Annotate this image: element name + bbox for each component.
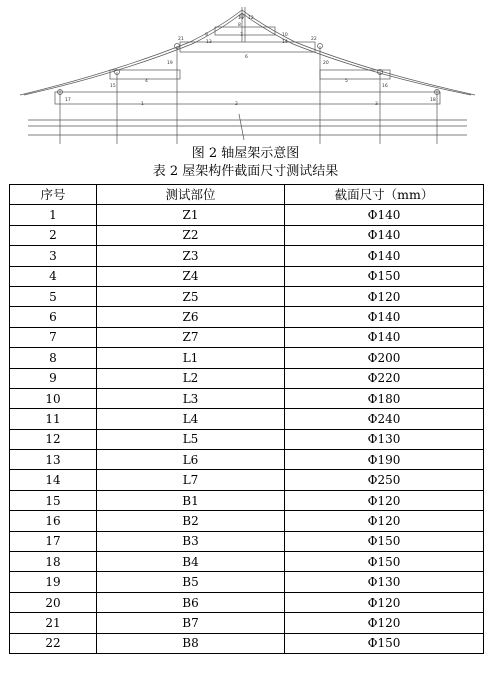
cell-location: L6 [97,450,285,470]
cell-index: 10 [10,388,97,408]
cell-section-size: Φ130 [285,572,484,592]
cell-location: B5 [97,572,285,592]
cell-section-size: Φ120 [285,490,484,510]
cell-index: 14 [10,470,97,490]
table-row [10,225,484,245]
table-row [10,327,484,347]
cell-section-size: Φ120 [285,613,484,633]
cell-location: B4 [97,552,285,572]
callout: 2 [235,102,238,107]
cell-section-size: Φ150 [285,531,484,551]
cell-location: B6 [97,592,285,612]
callout: 21 [178,37,184,42]
callout: 5 [345,79,348,84]
cell-section-size: Φ250 [285,470,484,490]
roof-outline-inner [24,13,471,95]
table-body [10,205,484,654]
callout: 18 [430,98,436,103]
cell-index: 20 [10,592,97,612]
cell-index: 9 [10,368,97,388]
callout: 3 [375,102,378,107]
cell-location: B3 [97,531,285,551]
table-row [10,592,484,612]
callout: 10 [282,33,288,38]
cell-location: L1 [97,348,285,368]
table-row [10,613,484,633]
cell-index: 8 [10,348,97,368]
table-row [10,246,484,266]
table-row [10,368,484,388]
table-row [10,388,484,408]
cell-section-size: Φ220 [285,368,484,388]
callout: 9 [205,33,208,38]
table-row [10,511,484,531]
table-row [10,205,484,225]
cell-index: 11 [10,409,97,429]
table-row [10,450,484,470]
table-row [10,286,484,306]
roof-outline [20,10,475,95]
cell-location: Z7 [97,327,285,347]
callout: 4 [145,79,148,84]
callout: 15 [110,84,116,89]
cell-section-size: Φ190 [285,450,484,470]
cell-index: 21 [10,613,97,633]
table-row [10,307,484,327]
table-row [10,490,484,510]
cell-section-size: Φ130 [285,429,484,449]
cell-location: B1 [97,490,285,510]
callout: 22 [311,37,317,42]
callout: 11 [238,16,244,21]
callout: 20 [323,61,329,66]
cell-index: 17 [10,531,97,551]
figure-caption: 图 2 轴屋架示意图 [191,146,300,161]
cell-location: B7 [97,613,285,633]
cell-section-size: Φ150 [285,552,484,572]
table-row [10,572,484,592]
callout: 1 [141,102,144,107]
cell-location: L2 [97,368,285,388]
cell-index: 4 [10,266,97,286]
upper-beam [180,42,315,52]
cell-location: Z4 [97,266,285,286]
cell-location: Z2 [97,225,285,245]
callout: 16 [382,84,388,89]
callout: 19 [167,61,173,66]
cell-section-size: Φ120 [285,511,484,531]
cell-section-size: Φ120 [285,286,484,306]
cell-location: Z6 [97,307,285,327]
callout: 13 [206,40,212,45]
callout: 14 [282,40,288,45]
break-mark [239,114,244,140]
cell-index: 1 [10,205,97,225]
table-row [10,531,484,551]
cell-section-size: Φ140 [285,225,484,245]
cell-index: 19 [10,572,97,592]
cell-section-size: Φ140 [285,205,484,225]
cell-location: L3 [97,388,285,408]
cell-index: 2 [10,225,97,245]
cell-index: 7 [10,327,97,347]
table-caption: 表 2 屋架构件截面尺寸测试结果 [152,164,339,179]
cell-section-size: Φ150 [285,633,484,653]
header-index: 序号 [10,185,97,205]
cell-location: B8 [97,633,285,653]
cell-section-size: Φ140 [285,307,484,327]
cell-location: L7 [97,470,285,490]
cell-section-size: Φ240 [285,409,484,429]
middle-beam-left [110,70,180,79]
table-row [10,633,484,653]
cell-index: 5 [10,286,97,306]
table-header-row [10,185,484,205]
header-section-size: 截面尺寸（mm） [285,185,484,205]
table-row [10,470,484,490]
cell-index: 16 [10,511,97,531]
cell-section-size: Φ140 [285,246,484,266]
cell-section-size: Φ150 [285,266,484,286]
cell-index: 12 [10,429,97,449]
cell-section-size: Φ120 [285,592,484,612]
table-row [10,429,484,449]
callout: 7 [240,33,243,38]
cell-index: 3 [10,246,97,266]
table-row [10,266,484,286]
cell-index: 6 [10,307,97,327]
cell-location: B2 [97,511,285,531]
table-row [10,348,484,368]
roof-truss-diagram [20,2,475,144]
cell-location: Z5 [97,286,285,306]
cell-location: Z3 [97,246,285,266]
header-location: 测试部位 [97,185,285,205]
callout: 8 [238,23,241,28]
cell-section-size: Φ140 [285,327,484,347]
callout: 17 [65,98,71,103]
table-row [10,552,484,572]
main-beam [55,92,440,104]
cell-section-size: Φ200 [285,348,484,368]
callout: 12 [248,16,254,21]
cell-location: L5 [97,429,285,449]
cell-section-size: Φ180 [285,388,484,408]
cell-index: 13 [10,450,97,470]
table-row [10,409,484,429]
cell-index: 18 [10,552,97,572]
cell-location: Z1 [97,205,285,225]
cell-index: 15 [10,490,97,510]
cell-location: L4 [97,409,285,429]
callout: 6 [245,55,248,60]
cell-index: 22 [10,633,97,653]
section-size-table [9,184,484,654]
